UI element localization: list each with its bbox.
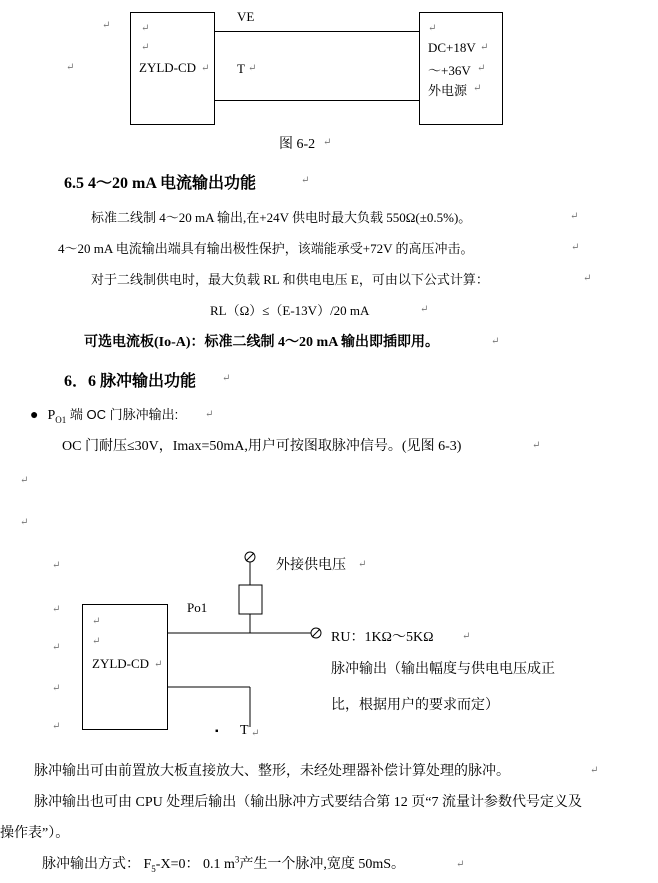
p3-sup: 3 bbox=[234, 854, 240, 865]
p3-post: 产生一个脉冲,宽度 50mS。 bbox=[239, 857, 406, 872]
p3-pre: 脉冲输出方式： F bbox=[42, 857, 152, 872]
pulse-desc-line-2: 比，根据用户的要求而定） bbox=[331, 698, 499, 713]
pulse-desc-line-1: 脉冲输出（输出幅度与供电电压成正 bbox=[331, 662, 555, 677]
p3-mid: -X=0： 0.1 m bbox=[155, 857, 235, 872]
paragraph-mark: ↵ bbox=[248, 63, 257, 74]
supply-label: 外接供电压 bbox=[276, 558, 346, 573]
paragraph: 对于二线制供电时，最大负载 RL 和供电电压 E，可由以下公式计算： bbox=[91, 272, 489, 287]
paragraph-mark: ↵ bbox=[420, 304, 429, 315]
paragraph-mark: ↵ bbox=[251, 728, 260, 739]
paragraph-mark: ↵ bbox=[222, 373, 231, 384]
paragraph-mark: ↵ bbox=[52, 560, 61, 571]
section-heading: 6.5 4～20 mA 电流输出功能 bbox=[64, 175, 257, 192]
paragraph: 标准二线制 4～20 mA 输出,在+24V 供电时最大负载 550Ω(±0.5%)。 bbox=[91, 210, 472, 225]
paragraph-mark: ↵ bbox=[590, 765, 599, 776]
paragraph-mark: ↵ bbox=[428, 23, 437, 34]
p3-sub: 5 bbox=[151, 863, 156, 874]
po1-label: Po1 bbox=[187, 600, 208, 615]
figure-caption: 图 6-2 bbox=[279, 137, 316, 152]
device-label: ZYLD-CD bbox=[92, 656, 150, 671]
paragraph: 可选电流板(Io-A)：标准二线制 4～20 mA 输出即插即用。 bbox=[84, 335, 440, 350]
paragraph-mark: ↵ bbox=[491, 336, 500, 347]
paragraph-mark: ↵ bbox=[20, 475, 29, 486]
paragraph-mark: ↵ bbox=[52, 721, 61, 732]
power-line-1: DC+18V bbox=[428, 40, 476, 55]
paragraph-mark: ↵ bbox=[456, 859, 465, 870]
paragraph-mark: ↵ bbox=[52, 642, 61, 653]
paragraph-mark: ↵ bbox=[92, 616, 101, 627]
paragraph-mark: ↵ bbox=[323, 137, 332, 148]
paragraph: 脉冲输出也可由 CPU 处理后输出（输出脉冲方式要结合第 12 页“7 流量计参数代号定义及 bbox=[34, 795, 582, 810]
t-label: T bbox=[240, 723, 249, 738]
paragraph-mark: ↵ bbox=[52, 604, 61, 615]
bullet-icon: ● bbox=[30, 408, 39, 423]
paragraph-mark: ↵ bbox=[532, 440, 541, 451]
bullet-text-pre: P bbox=[47, 408, 56, 423]
paragraph-mark: ↵ bbox=[301, 175, 310, 186]
paragraph-mark: ↵ bbox=[52, 683, 61, 694]
paragraph-mark: ↵ bbox=[473, 83, 482, 94]
paragraph-mark: ↵ bbox=[477, 63, 486, 74]
power-line-3: 外电源 bbox=[428, 83, 468, 98]
ru-label: RU：1KΩ～5KΩ bbox=[331, 630, 434, 645]
paragraph-mark: ↵ bbox=[480, 42, 489, 53]
t-bullet: ▪ bbox=[215, 726, 219, 737]
paragraph-mark: ↵ bbox=[201, 63, 210, 74]
paragraph-mark: ↵ bbox=[141, 23, 150, 34]
paragraph-mark: ↵ bbox=[66, 62, 75, 73]
paragraph: 脉冲输出可由前置放大板直接放大、整形，未经处理器补偿计算处理的脉冲。 bbox=[34, 764, 510, 779]
paragraph-mark: ↵ bbox=[141, 42, 150, 53]
paragraph-mark: ↵ bbox=[462, 631, 471, 642]
bullet-text-sub: O1 bbox=[55, 414, 67, 425]
bullet-text: 端 OC 门脉冲输出: bbox=[66, 407, 179, 422]
wire-t-label: T bbox=[237, 61, 245, 76]
paragraph-mark: ↵ bbox=[358, 559, 367, 570]
paragraph-mark: ↵ bbox=[571, 242, 580, 253]
paragraph-mark: ↵ bbox=[20, 517, 29, 528]
wire-ve-label: VE bbox=[237, 9, 255, 24]
paragraph-mark: ↵ bbox=[92, 636, 101, 647]
paragraph-mark: ↵ bbox=[102, 20, 111, 31]
paragraph-mark: ↵ bbox=[154, 659, 163, 670]
paragraph: 操作表”）。 bbox=[0, 826, 70, 841]
power-line-2: ～+36V bbox=[428, 63, 471, 78]
paragraph bbox=[42, 853, 405, 874]
paragraph-mark: ↵ bbox=[570, 211, 579, 222]
section-heading: 6．6 脉冲输出功能 bbox=[64, 373, 197, 390]
paragraph: OC 门耐压≤30V，Imax=50mA,用户可按图取脉冲信号。(见图 6-3) bbox=[62, 439, 462, 454]
paragraph-mark: ↵ bbox=[205, 409, 214, 420]
paragraph-mark: ↵ bbox=[583, 273, 592, 284]
paragraph: 4～20 mA 电流输出端具有输出极性保护，该端能承受+72V 的高压冲击。 bbox=[58, 241, 474, 256]
formula: RL（Ω）≤（E-13V）/20 mA bbox=[210, 303, 370, 318]
device-label: ZYLD-CD bbox=[139, 60, 197, 75]
